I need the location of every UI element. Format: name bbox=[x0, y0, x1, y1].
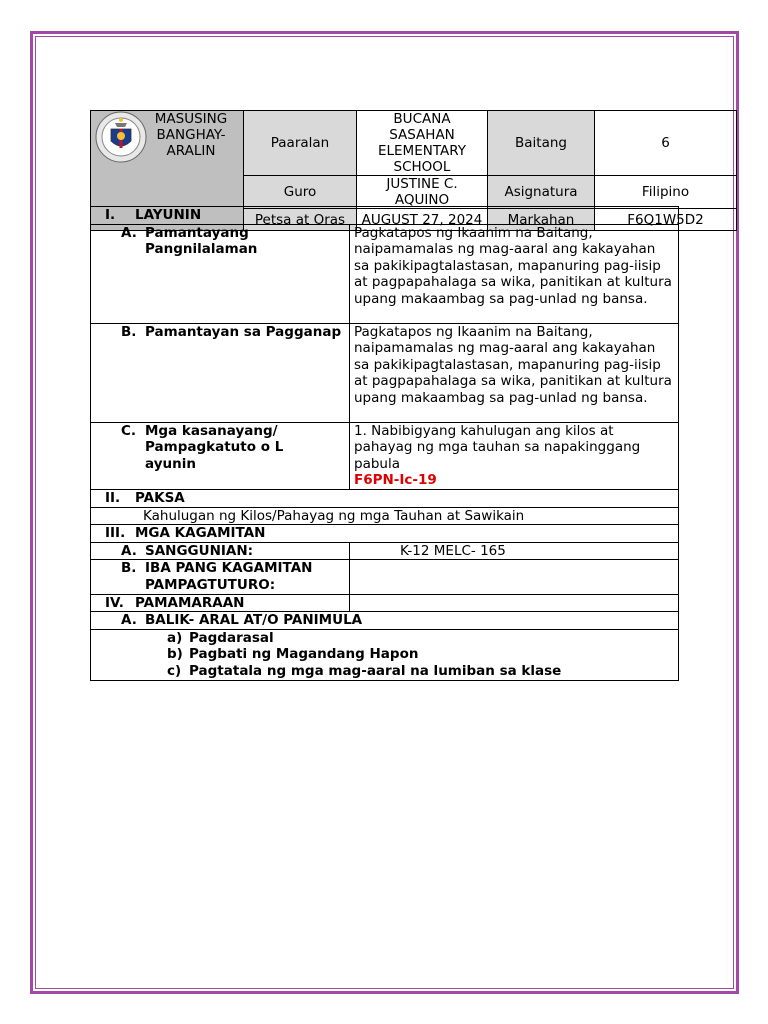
section-title: PAMAMARAAN bbox=[135, 594, 245, 611]
guro-label: Guro bbox=[244, 176, 357, 209]
baitang-label: Baitang bbox=[488, 111, 595, 176]
list-text: Pagtatala ng mga mag-aaral na lumiban sa klase bbox=[189, 662, 562, 679]
petsa-label: Petsa at Oras bbox=[244, 209, 357, 231]
paksa-content: Kahulugan ng Kilos/Pahayag ng mga Tauhan at Sawikain bbox=[91, 507, 679, 525]
paaralan-value: BUCANA SASAHAN ELEMENTARY SCHOOL bbox=[357, 111, 488, 176]
asignatura-value: Filipino bbox=[595, 176, 737, 209]
list-letter: a) bbox=[167, 629, 183, 646]
section-number: IV. bbox=[105, 594, 124, 611]
paaralan-label: Paaralan bbox=[244, 111, 357, 176]
section-number: III. bbox=[105, 525, 126, 542]
list-item bbox=[95, 663, 674, 680]
markahan-label: Markahan bbox=[488, 209, 595, 231]
section-title: PAKSA bbox=[135, 489, 185, 506]
section-title: MGA KAGAMITAN bbox=[135, 525, 266, 542]
petsa-value: AUGUST 27, 2024 bbox=[357, 209, 488, 231]
item-letter: A. bbox=[121, 224, 137, 241]
list-text: Pagbati ng Magandang Hapon bbox=[189, 646, 419, 663]
list-text: Pagdarasal bbox=[189, 629, 274, 646]
pamantayang-pangnilalaman-label: Pamantayang Pangnilalaman bbox=[145, 224, 258, 258]
kasanayang-label: Mga kasanayang/Pampagkatuto o Layunin bbox=[145, 422, 284, 472]
baitang-value: 6 bbox=[595, 111, 737, 176]
balik-aral-label: BALIK- ARAL AT/O PANIMULA bbox=[145, 612, 363, 629]
title-line-1: MASUSING bbox=[154, 111, 228, 127]
sanggunian-label: SANGGUNIAN: bbox=[145, 542, 254, 559]
guro-value: JUSTINE C. AQUINO bbox=[357, 176, 488, 209]
section-row bbox=[91, 207, 679, 225]
section-title: LAYUNIN bbox=[135, 207, 202, 223]
deped-seal-icon bbox=[95, 111, 147, 163]
section-number: II. bbox=[105, 489, 121, 506]
pamantayan-sa-pagganap-content: Pagkatapos ng Ikaanim na Baitang, naipamamalas ng mag-aaral ang kakayahan sa pakikipagtalastasan, mapanuring pag-iisip at pagpapahalaga sa wika, panitikan at kultura upang makaambag sa pag-unlad ng bansa. bbox=[350, 323, 679, 422]
list-item bbox=[95, 646, 674, 663]
kasanayang-content: 1. Nabibigyang kahulugan ang kilos at pahayag ng mga tauhan sa napakinggang pabula bbox=[354, 422, 641, 472]
lesson-plan-table bbox=[90, 206, 679, 681]
item-letter: B. bbox=[121, 560, 137, 577]
list-letter: c) bbox=[167, 662, 182, 679]
item-letter: A. bbox=[121, 612, 137, 629]
title-line-3: ARALIN bbox=[166, 143, 216, 159]
competency-code: F6PN-Ic-19 bbox=[354, 472, 437, 489]
list-letter: b) bbox=[167, 646, 183, 663]
iba-pang-kagamitan-content bbox=[350, 560, 679, 594]
item-letter: A. bbox=[121, 542, 137, 559]
section-number: I. bbox=[105, 207, 116, 223]
item-letter: B. bbox=[121, 323, 137, 340]
title-line-2: BANGHAY- bbox=[156, 127, 226, 143]
item-letter: C. bbox=[121, 422, 137, 439]
list-item bbox=[95, 630, 674, 647]
pamantayang-pangnilalaman-content: Pagkatapos ng Ikaanim na Baitang, naipamamalas ng mag-aaral ang kakayahan sa pakikipagtalastasan, mapanuring pag-iisip at pagpapahalaga sa wika, panitikan at kultura upang makaambag sa pag-unlad ng bansa. bbox=[350, 224, 679, 323]
sanggunian-content: K-12 MELC- 165 bbox=[350, 542, 679, 560]
iba-pang-kagamitan-label: IBA PANG KAGAMITAN PAMPAGTUTURO: bbox=[145, 560, 313, 593]
pamantayan-sa-pagganap-label: Pamantayan sa Pagganap bbox=[145, 323, 342, 340]
asignatura-label: Asignatura bbox=[488, 176, 595, 209]
markahan-value: F6Q1W5D2 bbox=[595, 209, 737, 231]
